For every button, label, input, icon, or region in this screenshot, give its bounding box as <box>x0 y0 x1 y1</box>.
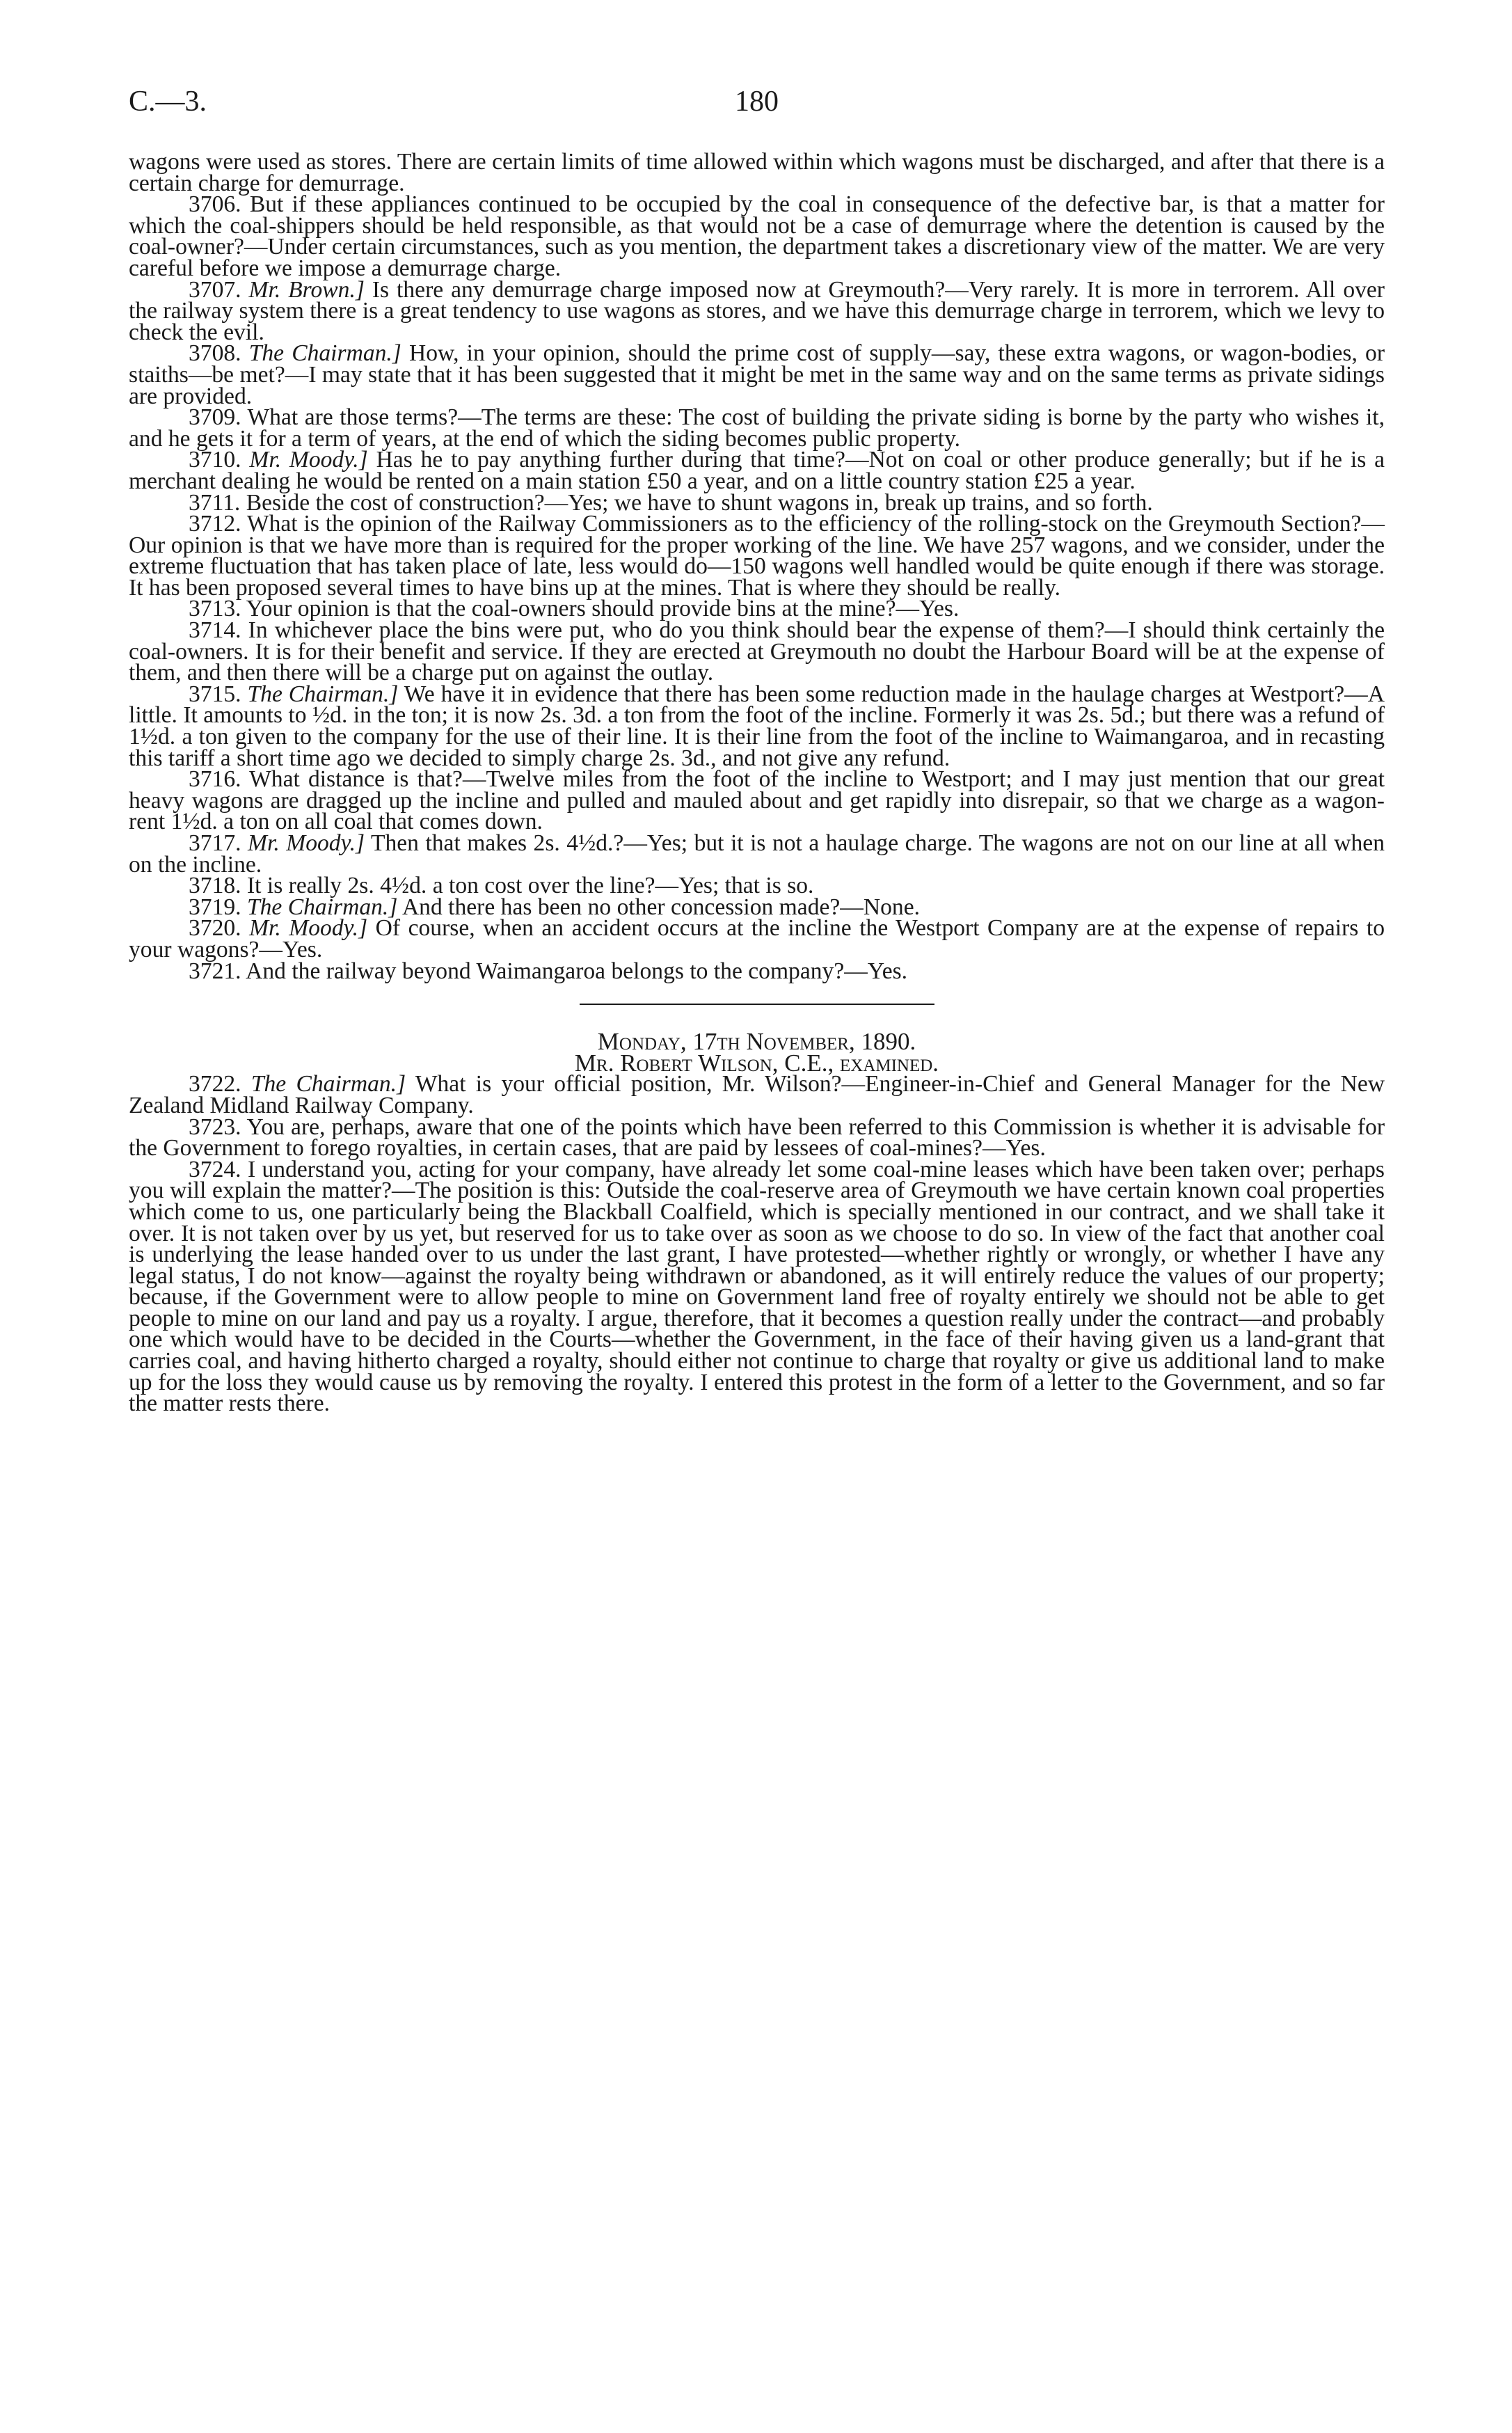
paragraph <box>129 1114 1385 1162</box>
paragraph-text: What is the opinion of the Railway Commissioners as to the efficiency of the rolling-stock on the Greymouth Section?—Our opinion is that we have more than is required for the proper working of the line. We have 257 wagons, and we consider, under the extreme fluctuation that has taken place of late, less would do—150 wagons well handled would be quite enough if there was storage. It has been proposed several times to have bins up at the mines. That is where they should be really. <box>129 511 1385 601</box>
paragraph <box>129 447 1385 494</box>
question-number: 3713. <box>189 596 241 622</box>
question-number: 3722. <box>189 1071 241 1097</box>
paragraph <box>129 511 1385 601</box>
paragraph <box>129 276 1385 345</box>
question-number: 3717. <box>189 830 241 856</box>
paragraph-text: What are those terms?—The terms are these: The cost of building the private siding is borne by the party who wishes it, and he gets it for a term of years, at the end of which the siding becomes public property. <box>129 404 1385 452</box>
paragraph-text: wagons were used as stores. There are certain limits of time allowed within which wagons must be discharged, and after that there is a certain charge for demurrage. <box>129 149 1385 196</box>
paragraph-text: Your opinion is that the coal-owners should provide bins at the mine?—Yes. <box>246 596 960 622</box>
question-number: 3724. <box>189 1156 241 1182</box>
paragraph-text: I understand you, acting for your company, have already let some coal-mine leases which have been taken over; perhaps you will explain the matter?—The position is this: Outside the coal-reserve area of Greymouth we have certain known coal properties which come to us, one particularly being the Blackball Coalfield, which is specially mentioned in our contract, and we shall take it over. It is not taken over by us yet, but reserved for us to take over as soon as we choose to do so. In view of the fact that another coal is underlying the lease handed over to us under the last grant, I have protested—whether rightly or wrongly, or whether I have any legal status, I do not know—against the royalty being withdrawn or abandoned, as it will entirely reduce the values of our property; because, if the Government were to allow people to mine on Government land free of royalty entirely we should not be able to get people to mine on our land and pay us a royalty. I argue, therefore, that it becomes a question really under the contract—and probably one which would have to be decided in the Courts—whether the Government, in the face of their having given us a land-grant that carries coal, and having hitherto charged a royalty, should either not continue to charge that royalty or give us additional land to make up for the loss they would cause us by removing the royalty. I entered this protest in the form of a letter to the Government, and so far the matter rests there. <box>129 1156 1385 1417</box>
document-body <box>129 149 1385 1417</box>
paragraph <box>129 1156 1385 1417</box>
speaker: The Chairman.] <box>247 681 399 707</box>
section-divider <box>580 1004 934 1005</box>
speaker: Mr. Brown.] <box>248 276 365 303</box>
speaker: Mr. Moody.] <box>248 830 365 856</box>
paragraph <box>129 830 1385 878</box>
question-number: 3721. <box>189 958 241 984</box>
paragraph-text: Of course, when an accident occurs at the incline the Westport Company are at the expense of repairs to your wagons?—Yes. <box>129 915 1385 962</box>
paragraph-text: Then that makes 2s. 4½d.?—Yes; but it is not a haulage charge. The wagons are not on our line at all when on the incline. <box>129 830 1385 878</box>
paragraph-text: But if these appliances continued to be occupied by the coal in consequence of the defective bar, is that a matter for which the coal-shippers should be held responsible, as that would not be a case of demurrage where the detention is caused by the coal-owner?—Under certain circumstances, such as you mention, the department takes a discretionary view of the matter. We are very careful before we impose a demurrage charge. <box>129 191 1385 281</box>
question-number: 3706. <box>189 191 241 218</box>
question-number: 3716. <box>189 766 241 793</box>
paragraph <box>129 958 1385 984</box>
question-number: 3708. <box>189 340 241 367</box>
question-number: 3715. <box>189 681 241 707</box>
paragraph-text: And there has been no other concession made?—None. <box>401 894 921 920</box>
witness-heading: Mr. Robert Wilson, C.E., examined. <box>574 1049 939 1077</box>
paragraph-text: In whichever place the bins were put, who do you think should bear the expense of them?—I should think certainly the coal-owners. It is for their benefit and service. If they are erected at Greymouth no doubt the Harbour Board will be at the expense of them, and then there will be a charge put on against the outlay. <box>129 617 1385 686</box>
paragraph-text: And the railway beyond Waimangaroa belongs to the company?—Yes. <box>246 958 908 984</box>
question-number: 3709. <box>189 404 241 431</box>
paragraph-text: How, in your opinion, should the prime cost of supply—say, these extra wagons, or wagon-bodies, or staiths—be met?—I may state that it has been suggested that it might be met in the same way and on the same terms as private sidings are provided. <box>129 340 1385 409</box>
question-number: 3707. <box>189 276 241 303</box>
speaker: Mr. Moody.] <box>249 447 368 473</box>
paragraph <box>129 340 1385 409</box>
paragraph-text: What distance is that?—Twelve miles from the foot of the incline to Westport; and I may just mention that our great heavy wagons are dragged up the incline and pulled and mauled about and get rapidly into disrepair, so that we charge as a wagon-rent 1½d. a ton on all coal that comes down. <box>129 766 1385 835</box>
paragraph <box>129 766 1385 835</box>
paragraph-text: You are, perhaps, aware that one of the points which have been referred to this Commission is whether it is advisable for the Government to forego royalties, in certain cases, that are paid by lessees of coal-mines?—Yes. <box>129 1114 1385 1162</box>
paragraph <box>129 404 1385 452</box>
speaker: Mr. Moody.] <box>249 915 368 942</box>
question-number: 3719. <box>189 894 241 920</box>
document-code: C.—3. <box>129 86 207 118</box>
paragraph <box>129 617 1385 686</box>
paragraph <box>129 149 1385 196</box>
paragraph <box>129 681 1385 771</box>
paragraph <box>129 915 1385 962</box>
page-number: 180 <box>735 86 779 118</box>
session-date: Monday, 17th November, 1890. <box>597 1028 916 1056</box>
question-number: 3723. <box>189 1114 241 1140</box>
page-header <box>129 85 1385 127</box>
paragraph-text: Beside the cost of construction?—Yes; we have to shunt wagons in, break up trains, and so forth. <box>246 489 1153 516</box>
question-number: 3711. <box>189 489 241 516</box>
paragraph <box>129 1071 1385 1118</box>
paragraph-text: Has he to pay anything further during that time?—Not on coal or other produce generally; but if he is a merchant dealing he would be rented on a main station £50 a year, and on a little country station £25 a year. <box>129 447 1385 494</box>
paragraph-text: What is your official position, Mr. Wilson?—Engineer-in-Chief and General Manager for the New Zealand Midland Railway Company. <box>129 1071 1385 1118</box>
question-number: 3710. <box>189 447 241 473</box>
question-number: 3718. <box>189 873 241 899</box>
speaker: The Chairman.] <box>246 894 398 920</box>
question-number: 3712. <box>189 511 241 537</box>
speaker: The Chairman.] <box>250 1071 406 1097</box>
question-number: 3714. <box>189 617 241 644</box>
speaker: The Chairman.] <box>248 340 401 367</box>
paragraph-text: It is really 2s. 4½d. a ton cost over the line?—Yes; that is so. <box>246 873 814 899</box>
paragraph-text: We have it in evidence that there has been some reduction made in the haulage charges at Westport?—A little. It amounts to ½d. in the ton; it is now 2s. 3d. a ton from the foot of the incline. Formerly it was 2s. 5d.; but there was a refund of 1½d. a ton given to the company for the use of their line. It is their line from the foot of the incline to Waimangaroa, and in recasting this tariff a short time ago we decided to simply charge 2s. 3d., and not give any refund. <box>129 681 1385 771</box>
paragraph-text: Is there any demurrage charge imposed now at Greymouth?—Very rarely. It is more in terrorem. All over the railway system there is a great tendency to use wagons as stores, and we have this demurrage charge in terrorem, which we levy to check the evil. <box>129 276 1385 345</box>
paragraph <box>129 191 1385 281</box>
question-number: 3720. <box>189 915 241 942</box>
